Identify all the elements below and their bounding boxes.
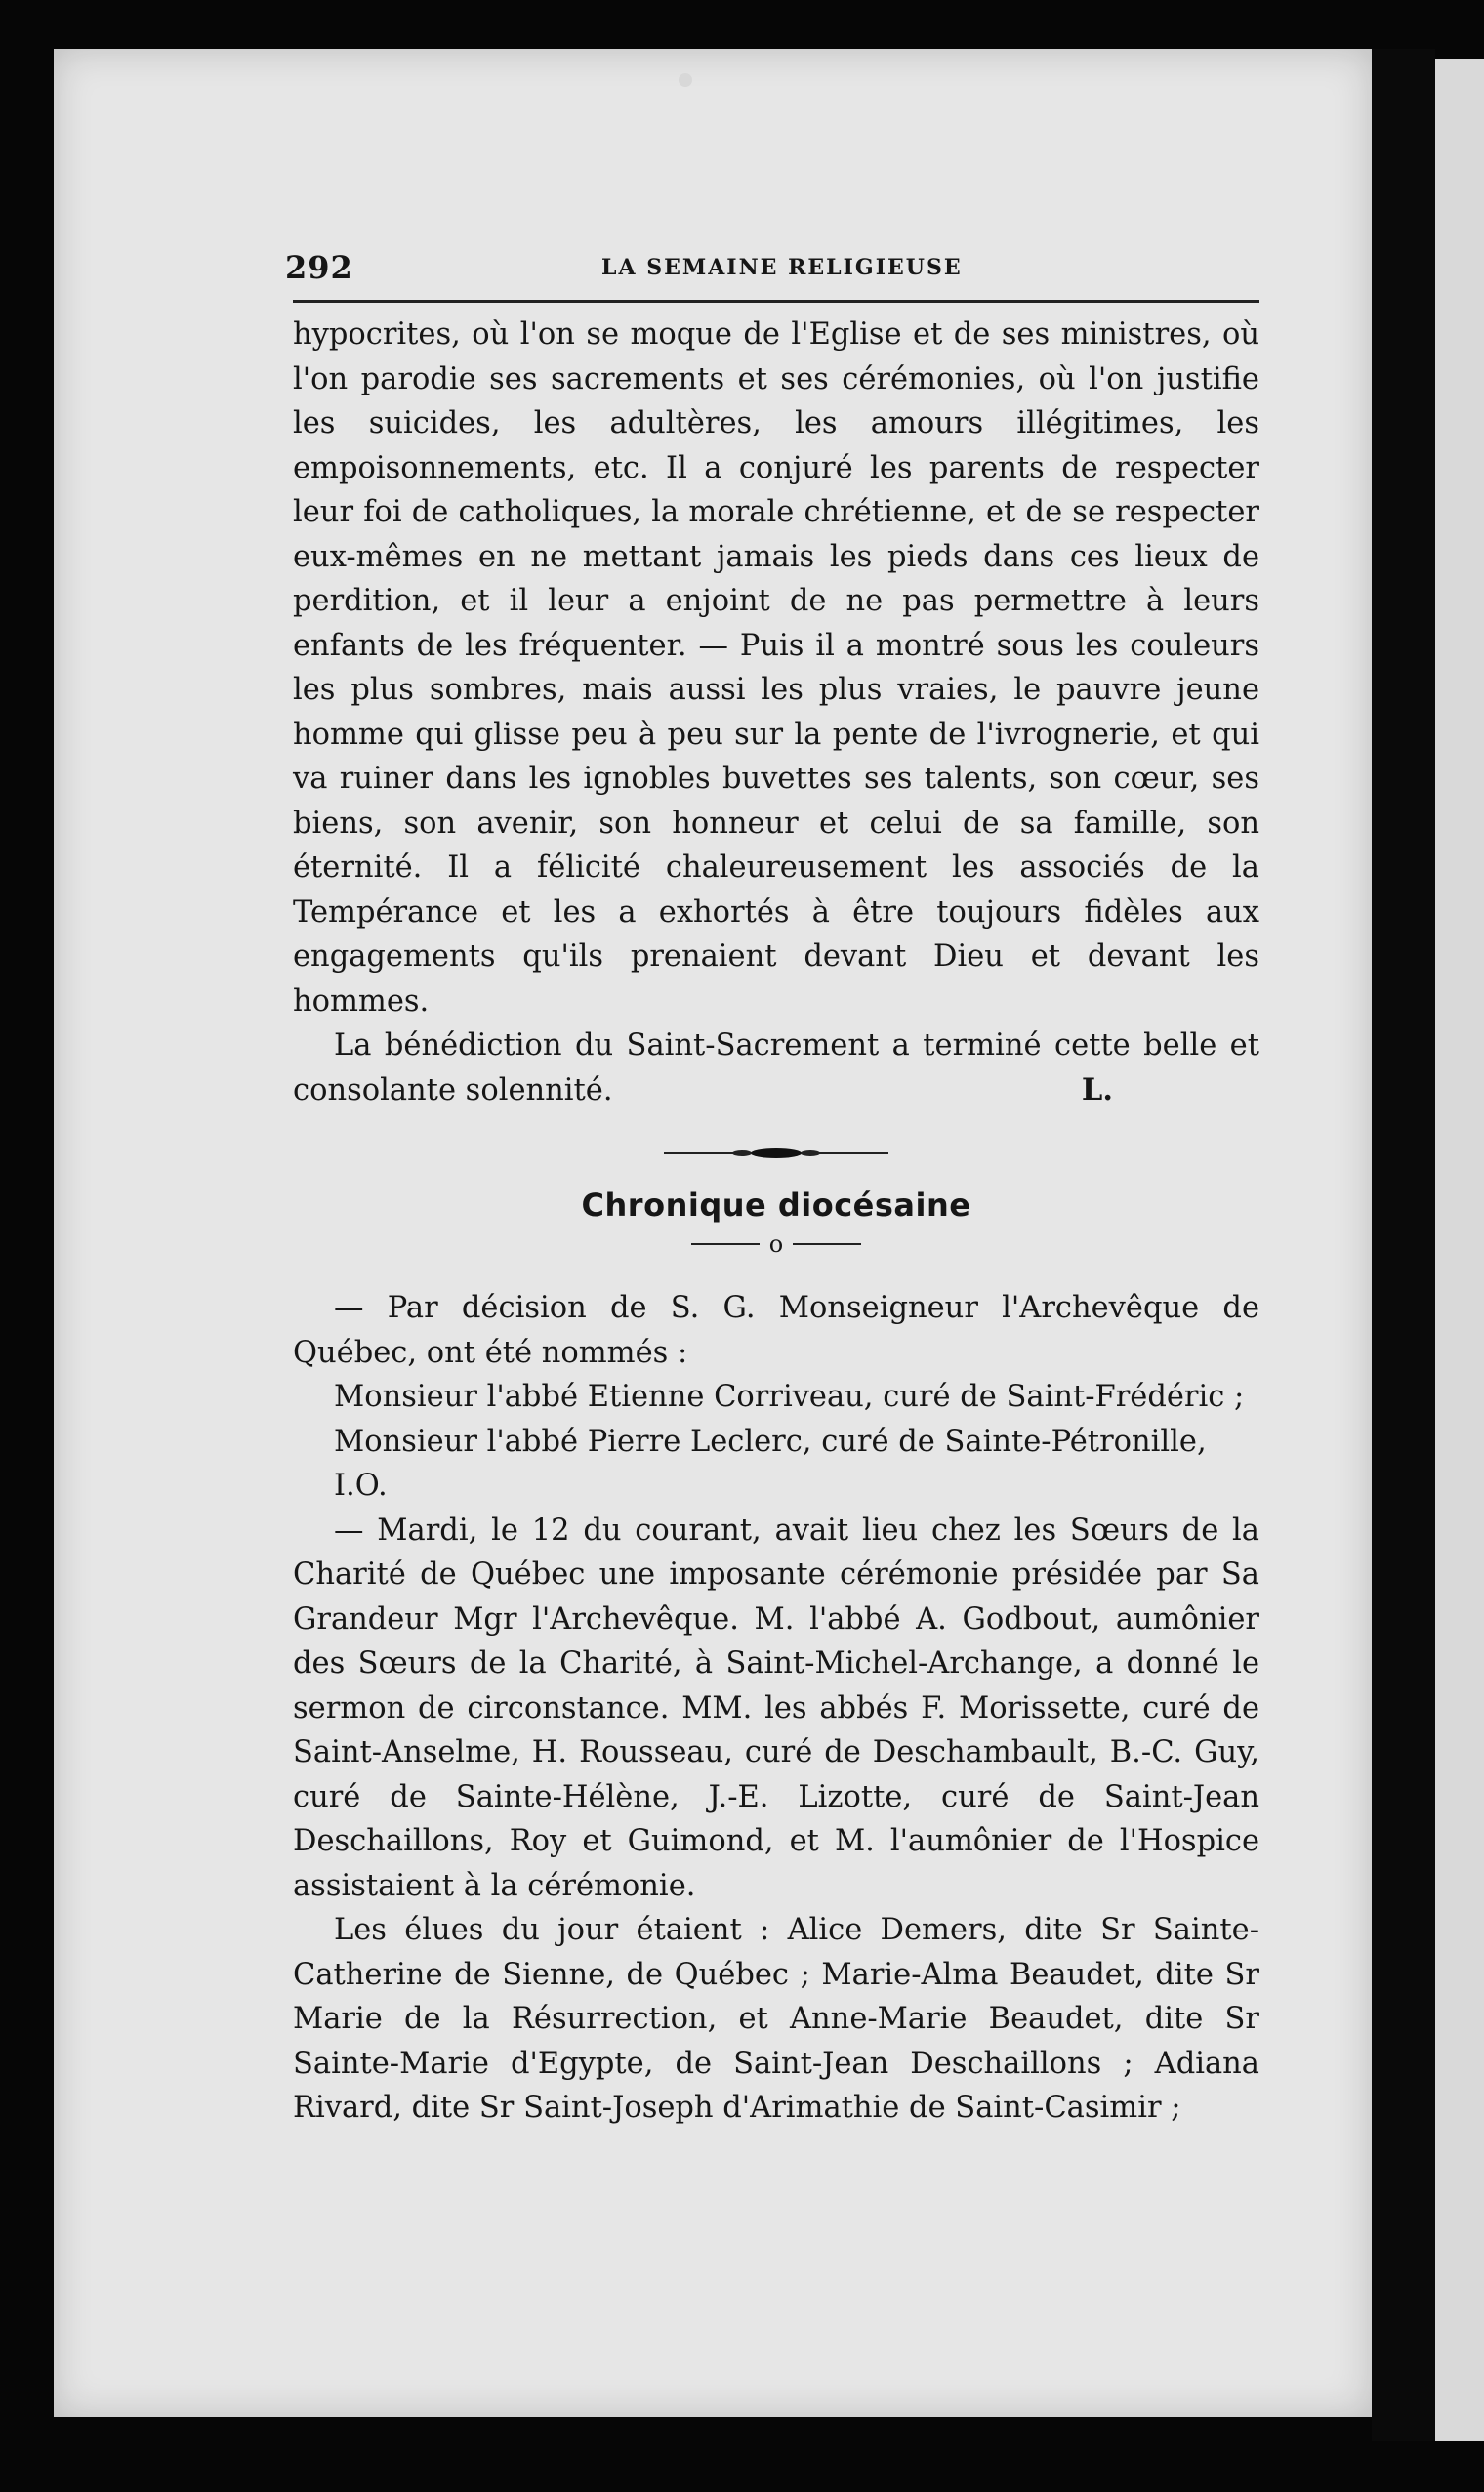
section-title: Chronique diocésaine (581, 1186, 971, 1224)
divider-rule-right (793, 1243, 861, 1245)
ornament-divider (664, 1142, 888, 1165)
chronicle-intro: — Par décision de S. G. Monseigneur l'Archevêque de Québec, ont été nommés : (293, 1291, 1259, 1370)
journal-title: LA SEMAINE RELIGIEUSE (601, 255, 963, 280)
gutter-shadow (1372, 49, 1435, 2441)
film-speck (679, 73, 692, 87)
section-divider (293, 1227, 1259, 1257)
page-number: 292 (285, 249, 353, 286)
page-text-block (285, 249, 1259, 2131)
divider-mark: o (768, 1229, 784, 1258)
chronicle-elected: Les élues du jour étaient : Alice Demers, dite Sr Sainte-Catherine de Sienne, de Québec ; Marie-Alma Beaudet, dite Sr Marie de la Résurrection, et Anne-Marie Beaudet, dite Sr Sainte-Marie d'Egypte, de Saint-Jean Deschaillons ; Adiana Rivard, dite Sr Saint-Joseph d'Arimathie de Saint-Casimir ; (293, 1913, 1259, 2125)
facing-page-edge (1435, 59, 1484, 2441)
benediction-text: La bénédiction du Saint-Sacrement a terminé cette belle et consolante solennité. (293, 1028, 1259, 1107)
running-head (285, 249, 1259, 303)
paragraph-continued: hypocrites, où l'on se moque de l'Eglise et de ses ministres, où l'on parodie ses sacrements et ses cérémonies, où l'on justifie les suicides, les adultères, les amours illégitimes, les empoisonnements, etc. Il a conjuré les parents de respecter leur foi de catholiques, la morale chrétienne, et de se respecter eux-mêmes en ne mettant jamais les pieds dans ces lieux de perdition, et il leur a enjoint de ne pas permettre à leurs enfants de les fréquenter. — Puis il a montré sous les couleurs les plus sombres, mais aussi les plus vraies, le pauvre jeune homme qui glisse peu à peu sur la pente de l'ivrognerie, et qui va ruiner dans les ignobles buvettes ses talents, son cœur, ses biens, son avenir, son honneur et celui de sa famille, son éternité. Il a félicité chaleureusement les associés de la Tempérance et les a exhortés à être toujours fidèles aux engagements qu'ils prenaient devant Dieu et devant les hommes. (293, 317, 1259, 1018)
divider-rule-left (691, 1243, 760, 1245)
nomination-line: Monsieur l'abbé Pierre Leclerc, curé de Sainte-Pétronille, I.O. (334, 1424, 1207, 1503)
paragraph-benediction (293, 1023, 1259, 1112)
chronicle-ceremony: — Mardi, le 12 du courant, avait lieu chez les Sœurs de la Charité de Québec une imposante cérémonie présidée par Sa Grandeur Mgr l'Archevêque. M. l'abbé A. Godbout, aumônier des Sœurs de la Charité, à Saint-Michel-Archange, a donné le sermon de circonstance. MM. les abbés F. Morissette, curé de Saint-Anselme, H. Rousseau, curé de Deschambault, B.-C. Guy, curé de Sainte-Hélène, J.-E. Lizotte, curé de Saint-Jean Deschaillons, Roy et Guimond, et M. l'aumônier de l'Hospice assistaient à la cérémonie. (293, 1513, 1259, 1903)
author-initial: L. (1081, 1071, 1113, 1107)
nomination-line: Monsieur l'abbé Etienne Corriveau, curé de Saint-Frédéric ; (334, 1380, 1245, 1414)
